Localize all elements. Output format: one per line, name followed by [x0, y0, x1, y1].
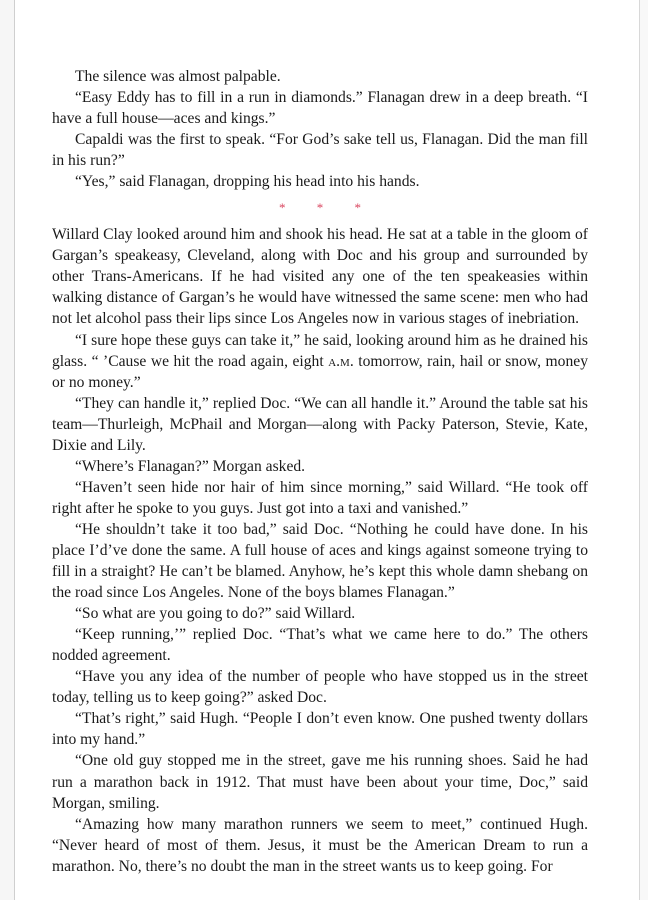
paragraph: “Keep running,’” replied Doc. “That’s what we came here to do.” The others nodded agreement. [52, 626, 588, 665]
body-text [52, 66, 588, 877]
paragraph: “That’s right,” said Hugh. “People I don’t even know. One pushed twenty dollars into my hand.” [52, 710, 588, 749]
paragraph: “They can handle it,” replied Doc. “We can all handle it.” Around the table sat his team—Thurleigh, McPhail and Morgan—along with Packy Paterson, Stevie, Kate, Dixie and Lily. [52, 394, 588, 454]
paragraph: The silence was almost palpable. [75, 68, 281, 85]
section-break-asterisks: * * * [279, 200, 375, 216]
paragraph: “One old guy stopped me in the street, gave me his running shoes. Said he had run a marathon back in 1912. That must have been about your time, Doc,” said Morgan, smiling. [52, 752, 588, 812]
viewer-right-edge [639, 0, 648, 900]
paragraph: Capaldi was the first to speak. “For God’s sake tell us, Flanagan. Did the man fill in his run?” [52, 131, 588, 170]
paragraph-text: “I sure hope these guys can take it,” he said, looking around him as he drained his glass. “ ’Cause we hit the road again, eight [52, 331, 588, 370]
paragraph: “He shouldn’t take it too bad,” said Doc. “Nothing he could have done. In his place I’d’ve done the same. A full house of aces and kings against someone trying to fill in a straight? He can’t be blamed. Anyhow, he’s kept this whole damn shebang on the road since Los Angeles. None of the boys blames Flanagan.” [52, 520, 588, 602]
paragraph: “Yes,” said Flanagan, dropping his head into his hands. [75, 173, 420, 191]
paragraph-text: tomorrow, rain, hail or snow, money or no money.” [52, 352, 588, 391]
small-caps-am: a.m. [328, 352, 354, 370]
paragraph: Willard Clay looked around him and shook his head. He sat at a table in the gloom of Gargan’s speakeasy, Cleveland, along with Doc and his group and surrounded by other Trans-Americans. If he had visited any one of the ten speakeasies within walking distance of Gargan’s he would have witnessed the same scene: men who had not let alcohol pass their lips since Los Angeles now in various stages of inebriation. [52, 226, 588, 328]
paragraph [52, 330, 588, 393]
paragraph: “Haven’t seen hide nor hair of him since morning,” said Willard. “He took off right after he spoke to you guys. Just got into a taxi and vanished.” [52, 478, 588, 517]
viewer-left-edge [0, 0, 15, 900]
paragraph: “Amazing how many marathon runners we seem to meet,” continued Hugh. “Never heard of most of them. Jesus, it must be the American Dream to run a marathon. No, there’s no doubt the man in the street wants us to keep going. For [52, 815, 588, 875]
paragraph: “Have you any idea of the number of people who have stopped us in the street today, telling us to keep going?” asked Doc. [52, 668, 588, 707]
paragraph: “Where’s Flanagan?” Morgan asked. [75, 457, 306, 475]
paragraph: “So what are you going to do?” said Willard. [75, 605, 356, 623]
paragraph: “Easy Eddy has to fill in a run in diamonds.” Flanagan drew in a deep breath. “I have a full house—aces and kings.” [52, 89, 588, 128]
